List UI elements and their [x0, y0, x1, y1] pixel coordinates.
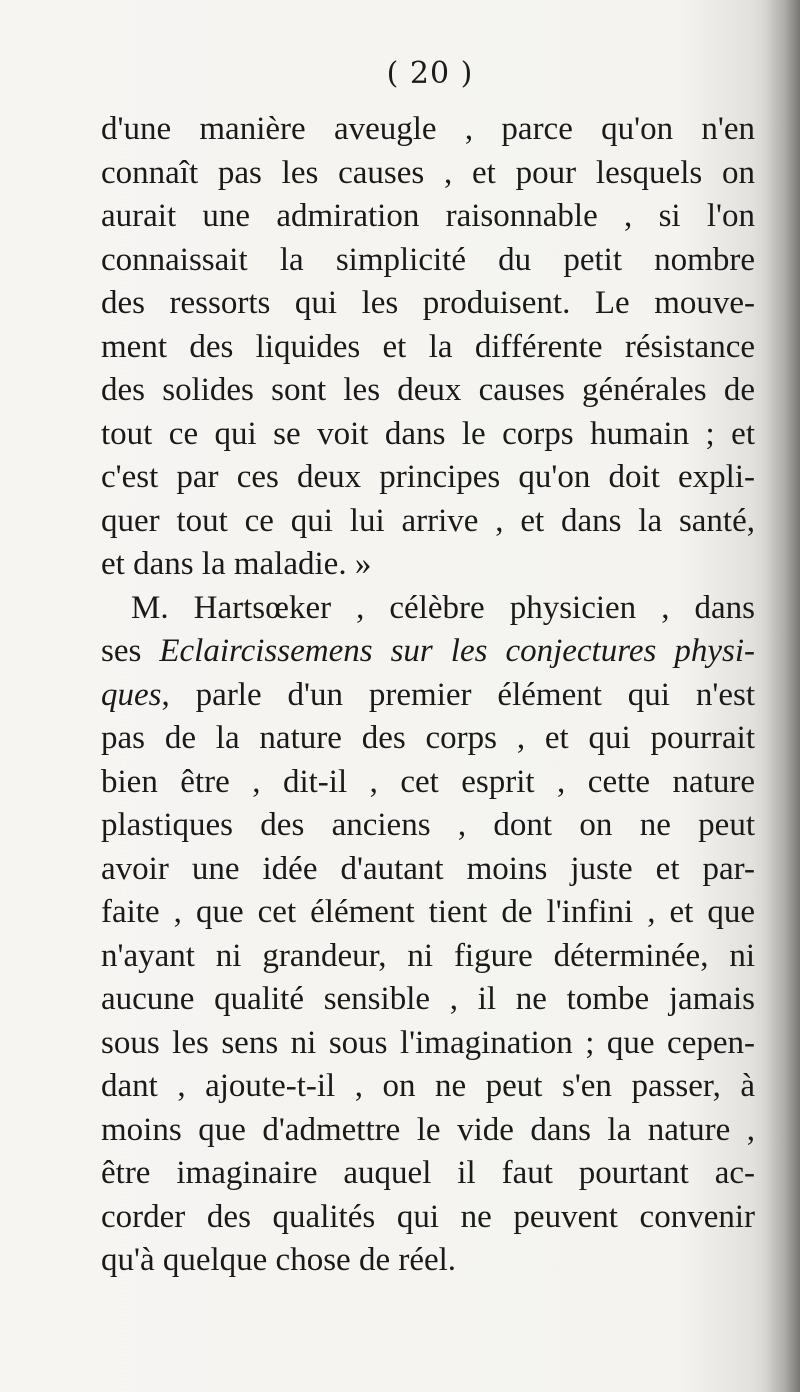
text-line [101, 630, 755, 674]
text-line: d'une manière aveugle , parce qu'on n'en [101, 111, 755, 147]
text-line: c'est par ces deux principes qu'on doit expli- [101, 459, 755, 495]
text-run: , parle d'un premier élément qui n'est [161, 676, 755, 713]
text-line: aucune qualité sensible , il ne tombe jamais [101, 981, 755, 1017]
text-line: dant , ajoute-t-il , on ne peut s'en passer, à [101, 1068, 755, 1104]
text-line: connaissait la simplicité du petit nombre [101, 241, 755, 278]
page-gutter-shadow [766, 0, 800, 1392]
paragraph-first-line: M. Hartsœker , célèbre physicien , dans [131, 589, 755, 626]
page-number: ( 20 ) [386, 56, 474, 91]
text-line: corder des qualités qui ne peuvent convenir [101, 1198, 755, 1235]
text-line: bien être , dit-il , cet esprit , cette nature [101, 763, 755, 800]
text-line: ment des liquides et la différente résistance [101, 328, 755, 365]
text-line: tout ce qui se voit dans le corps humain ; et [101, 415, 755, 452]
text-line: pas de la nature des corps , et qui pourrait [101, 720, 755, 756]
page-body-text [101, 108, 755, 1283]
text-line [101, 674, 755, 718]
book-title-italic: Eclaircissemens sur les conjectures physi- [159, 633, 755, 669]
text-line: qu'à quelque chose de réel. [101, 1242, 457, 1278]
text-line: connaît pas les causes , et pour lesquels on [101, 154, 755, 191]
text-line: aurait une admiration raisonnable , si l'on [101, 198, 755, 234]
book-title-italic: ques [101, 676, 162, 713]
text-run: ses [101, 633, 160, 669]
text-line: faite , que cet élément tient de l'infini , et que [101, 894, 755, 930]
text-line: n'ayant ni grandeur, ni figure déterminée, ni [101, 937, 755, 974]
text-line: moins que d'admettre le vide dans la nature , [101, 1111, 755, 1148]
text-line: et dans la maladie. » [101, 546, 372, 582]
text-line: des solides sont les deux causes générales de [101, 372, 755, 408]
text-line: plastiques des anciens , dont on ne peut [101, 807, 755, 843]
text-line: être imaginaire auquel il faut pourtant ac- [101, 1155, 755, 1191]
text-line: sous les sens ni sous l'imagination ; que cepen- [101, 1024, 755, 1061]
text-line: quer tout ce qui lui arrive , et dans la santé, [101, 502, 755, 539]
text-line: avoir une idée d'autant moins juste et par- [101, 850, 755, 887]
text-line: des ressorts qui les produisent. Le mouve- [101, 285, 755, 321]
